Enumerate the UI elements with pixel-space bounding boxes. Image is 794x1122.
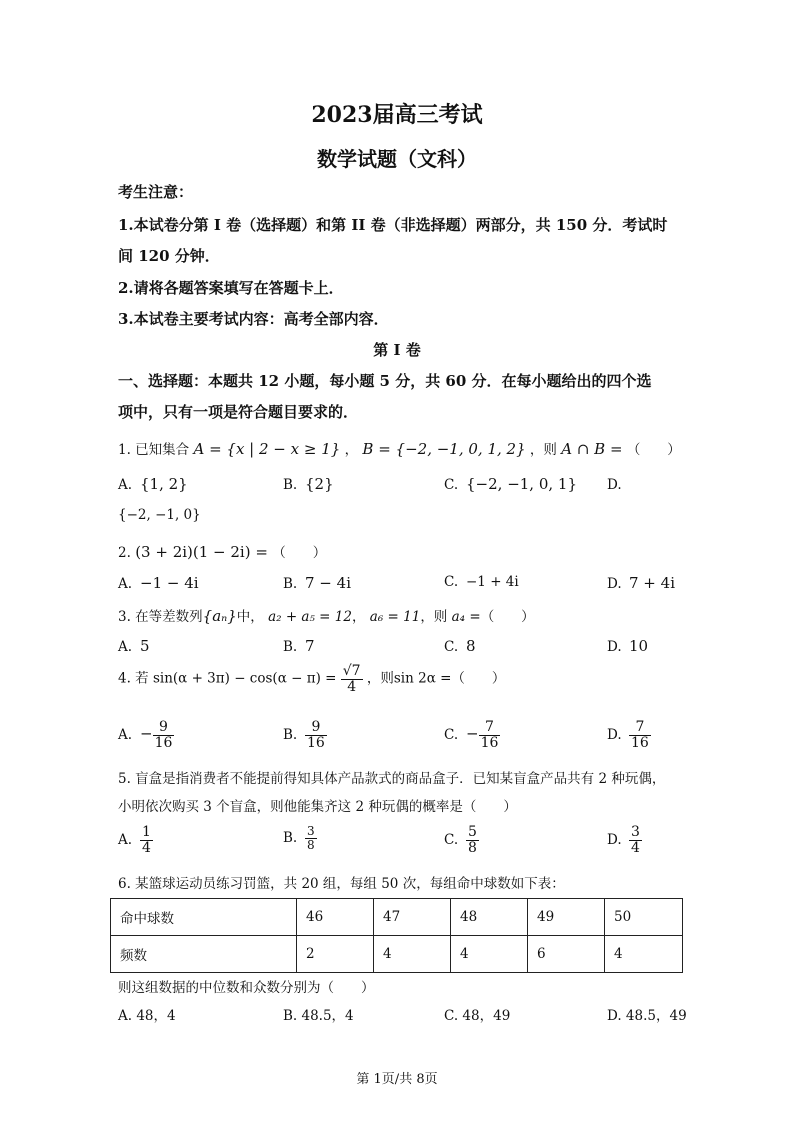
option-fraction — [305, 825, 317, 851]
notice-item-3: 3.本试卷主要考试内容：高考全部内容． — [118, 310, 389, 328]
option-text: {1, 2} — [140, 475, 188, 493]
q4-option-b — [283, 720, 327, 750]
table-cell: 4 — [374, 936, 451, 973]
option-label: C. — [444, 574, 459, 590]
table-cell: 48 — [451, 899, 528, 936]
option-label: D. — [607, 726, 622, 743]
section-intro-line-2: 项中，只有一项是符合题目要求的． — [118, 403, 359, 421]
option-text: −1 − 4i — [140, 574, 199, 592]
question-4-stem — [118, 664, 505, 694]
q3-option-c — [444, 637, 476, 655]
option-fraction — [140, 825, 153, 855]
q4-answer-paren: （ ） — [451, 670, 506, 687]
question-1-stem — [118, 438, 681, 458]
option-label: A. — [118, 477, 133, 493]
q1-set-a: A = {x | 2 − x ≥ 1} — [193, 440, 341, 458]
notice-item-1-line-1: 1.本试卷分第 I 卷（选择题）和第 II 卷（非选择题）两部分，共 150 分．考试时 — [118, 216, 668, 234]
question-3-stem — [118, 605, 535, 625]
option-sign: − — [466, 724, 479, 743]
option-text: {2} — [305, 475, 334, 493]
q2-answer-paren: （ ） — [272, 545, 327, 561]
q5-option-a — [118, 825, 153, 855]
option-label: A. — [118, 576, 133, 592]
q3-option-b — [283, 637, 315, 655]
option-label: A. — [118, 726, 133, 743]
page-number: 第 1页/共 8页 — [356, 1072, 438, 1087]
option-label: B. — [283, 576, 298, 592]
fraction-numerator: 9 — [153, 720, 175, 736]
fraction-numerator: 5 — [468, 824, 477, 840]
q4-expression: sin 2α = — [393, 670, 452, 687]
q2-option-a — [118, 574, 199, 592]
option-text: 8 — [466, 637, 476, 655]
option-label: D. — [607, 831, 622, 848]
q3-sequence: {aₙ} — [202, 607, 237, 625]
q3-prefix: 3. 在等差数列 — [118, 609, 203, 625]
option-label: C. — [444, 726, 459, 743]
option-text: 10 — [629, 637, 649, 655]
fraction-numerator: 1 — [142, 824, 151, 840]
q3-condition-1: a₂ + a₅ = 12 — [268, 609, 352, 625]
option-text: 5 — [140, 637, 150, 655]
q2-prefix: 2. — [118, 545, 131, 561]
fraction-numerator: 7 — [479, 720, 501, 736]
table-cell: 命中球数 — [111, 899, 297, 936]
fraction-denominator: 16 — [480, 734, 499, 751]
table-row — [111, 936, 683, 973]
fraction-denominator: 16 — [307, 734, 325, 751]
q1-suffix: ，则 — [529, 442, 557, 458]
table-cell: 46 — [297, 899, 374, 936]
q3-text-1: 中， — [236, 609, 264, 625]
q5-option-d — [607, 825, 642, 855]
q4-text: ，则 — [366, 670, 394, 687]
q4-option-a — [118, 720, 174, 750]
option-label: A. — [118, 639, 133, 655]
q1-option-d — [607, 475, 629, 493]
q1-set-b: B = {−2, −1, 0, 1, 2} — [362, 440, 526, 458]
table-row — [111, 899, 683, 936]
q4-lhs: sin(α + 3π) − cos(α − π) = — [152, 670, 337, 687]
q3-option-a — [118, 637, 150, 655]
q1-answer-paren: （ ） — [626, 442, 681, 458]
table-cell: 47 — [374, 899, 451, 936]
q3-text-3: ，则 — [420, 609, 448, 625]
section-intro-line-1: 一、选择题：本题共 12 小题，每小题 5 分，共 60 分．在每小题给出的四个选 — [118, 372, 652, 390]
question-5-line-1: 5. 盲盒是指消费者不能提前得知具体产品款式的商品盒子．已知某盲盒产品共有 2 种玩偶， — [118, 771, 666, 787]
option-text: 7 — [305, 637, 315, 655]
exam-title: 2023届高三考试 — [311, 102, 483, 128]
option-label: B. — [283, 726, 298, 743]
q1-option-a — [118, 475, 188, 493]
option-text: {−2, −1, 0, 1} — [466, 475, 578, 493]
option-fraction — [153, 720, 175, 750]
q1-prefix: 1. 已知集合 — [118, 442, 190, 458]
fraction-denominator: 8 — [468, 839, 477, 856]
volume-heading: 第 I 卷 — [373, 341, 421, 359]
option-label: C. — [444, 477, 459, 493]
q6-option-c: C. 48，49 — [444, 1008, 511, 1024]
fraction-numerator: 9 — [305, 720, 327, 736]
q4-prefix: 4. 若 — [118, 670, 149, 687]
q3-text-2: ， — [351, 609, 366, 625]
fraction-numerator: 3 — [307, 824, 315, 838]
option-label: B. — [283, 639, 298, 655]
q6-option-d: D. 48.5，49 — [607, 1008, 687, 1024]
q4-fraction — [341, 664, 363, 694]
exam-subtitle: 数学试题（文科） — [317, 147, 477, 171]
q6-option-a: A. 48，4 — [118, 1008, 176, 1024]
option-sign: − — [140, 724, 153, 743]
table-cell: 4 — [451, 936, 528, 973]
option-label: B. — [283, 477, 298, 493]
fraction-denominator: 4 — [347, 678, 357, 695]
q4-option-c — [444, 720, 500, 750]
fraction-numerator: 7 — [629, 720, 651, 736]
fraction-denominator: 8 — [307, 837, 315, 852]
fraction-denominator: 16 — [631, 734, 649, 751]
option-fraction — [629, 720, 651, 750]
option-label: C. — [444, 831, 459, 848]
q5-option-b — [283, 825, 317, 851]
option-fraction — [305, 720, 327, 750]
fraction-numerator: 3 — [631, 824, 640, 840]
q1-option-c — [444, 475, 577, 493]
q2-option-d — [607, 574, 675, 592]
option-fraction — [629, 825, 642, 855]
q1-option-b — [283, 475, 334, 493]
notice-item-1-line-2: 间 120 分钟． — [118, 247, 220, 265]
option-text: −1 + 4i — [466, 574, 519, 590]
table-cell: 50 — [605, 899, 683, 936]
table-cell: 4 — [605, 936, 683, 973]
fraction-denominator: 4 — [142, 839, 151, 856]
option-text: 7 + 4i — [629, 574, 675, 592]
option-label: D. — [607, 576, 622, 592]
q1-expression: A ∩ B = — [561, 440, 623, 458]
q6-option-b: B. 48.5，4 — [283, 1008, 354, 1024]
fraction-denominator: 16 — [154, 734, 173, 751]
q3-expression: a₄ = — [451, 609, 481, 625]
option-fraction — [479, 720, 501, 750]
option-fraction — [466, 825, 479, 855]
table-cell: 频数 — [111, 936, 297, 973]
q3-condition-2: a₆ = 11 — [369, 609, 421, 625]
question-6-prompt: 则这组数据的中位数和众数分别为（ ） — [118, 980, 375, 996]
option-text: 7 − 4i — [305, 574, 351, 592]
q1-separator: ， — [344, 442, 359, 458]
q2-option-b — [283, 574, 351, 592]
table-cell: 2 — [297, 936, 374, 973]
notice-heading: 考生注意： — [118, 183, 194, 201]
fraction-numerator: √7 — [342, 663, 361, 679]
q1-option-d-text: {−2, −1, 0} — [118, 507, 201, 523]
q4-option-d — [607, 720, 651, 750]
option-label: C. — [444, 639, 459, 655]
notice-item-2: 2.请将各题答案填写在答题卡上． — [118, 279, 344, 297]
q3-option-d — [607, 637, 648, 655]
q5-option-c — [444, 825, 479, 855]
table-cell: 49 — [528, 899, 605, 936]
q2-expression: (3 + 2i)(1 − 2i) = — [135, 543, 268, 561]
score-frequency-table — [110, 898, 683, 973]
fraction-denominator: 4 — [631, 839, 640, 856]
option-label: D. — [607, 639, 622, 655]
q3-answer-paren: （ ） — [480, 609, 535, 625]
table-cell: 6 — [528, 936, 605, 973]
question-2-stem — [118, 541, 326, 561]
question-5-line-2: 小明依次购买 3 个盲盒，则他能集齐这 2 种玩偶的概率是（ ） — [118, 799, 517, 815]
option-label: B. — [283, 829, 298, 846]
option-label: A. — [118, 831, 133, 848]
q2-option-c — [444, 574, 519, 590]
question-6-stem: 6. 某篮球运动员练习罚篮，共 20 组，每组 50 次，每组命中球数如下表： — [118, 876, 565, 892]
option-label: D. — [607, 477, 622, 493]
